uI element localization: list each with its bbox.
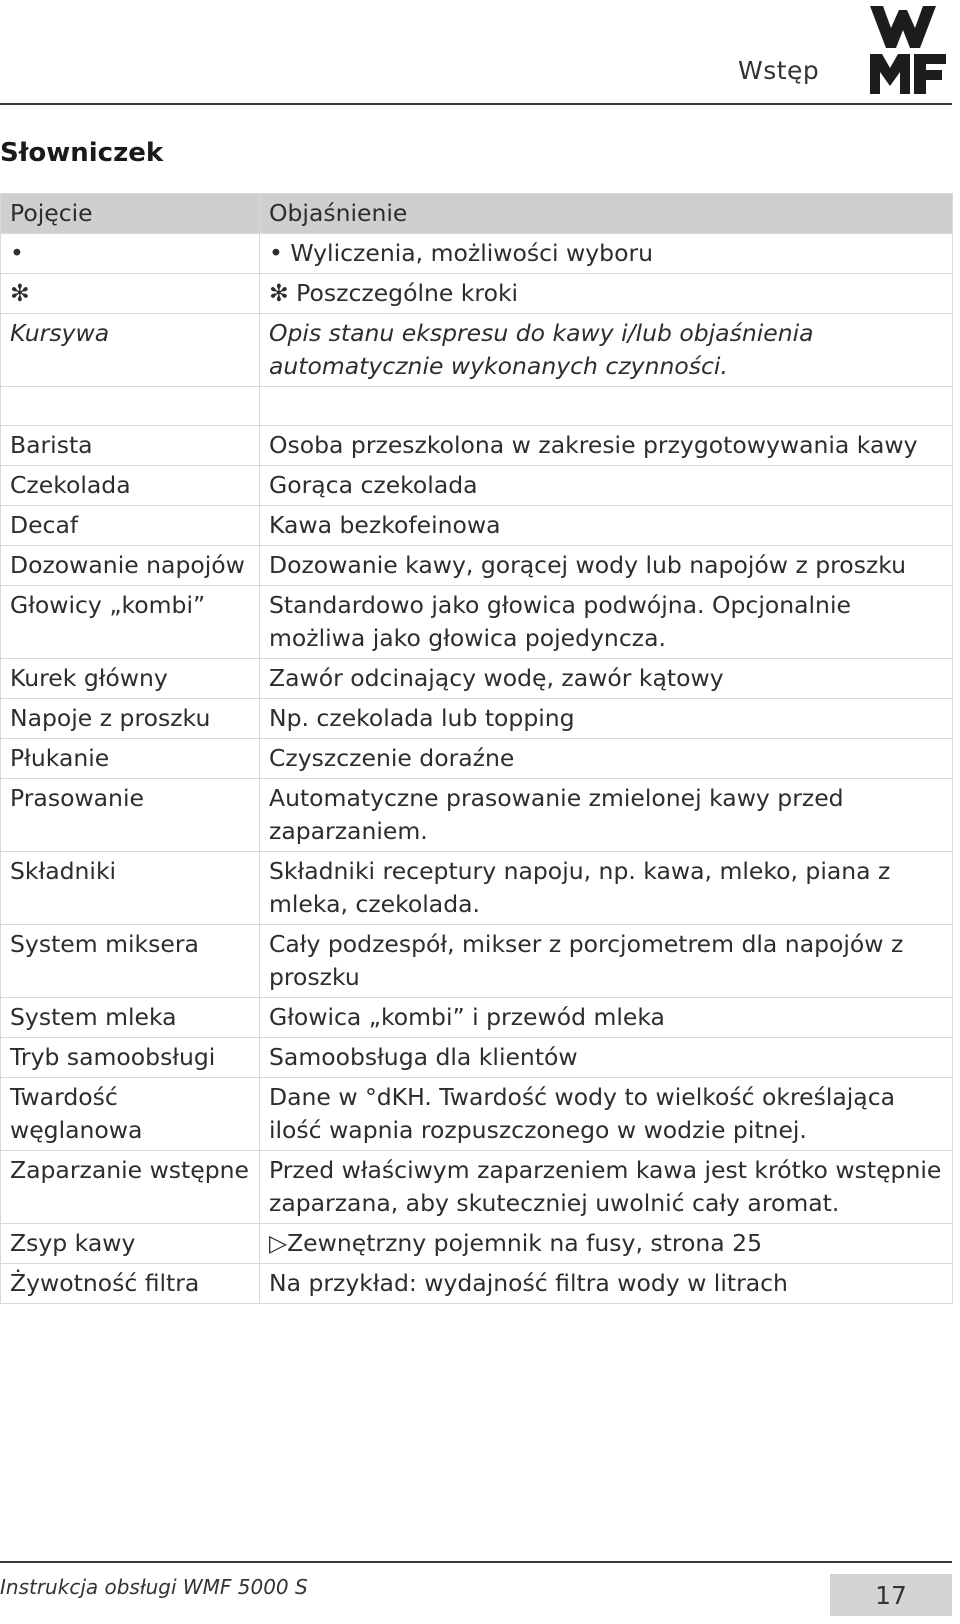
term-cell: Napoje z proszku <box>1 699 260 739</box>
explanation-cell: • Wyliczenia, możliwości wyboru <box>260 234 953 274</box>
term-cell: System miksera <box>1 925 260 998</box>
explanation-cell: Zawór odcinający wodę, zawór kątowy <box>260 659 953 699</box>
column-header-explanation: Objaśnienie <box>260 194 953 234</box>
explanation-cell: ▷Zewnętrzny pojemnik na fusy, strona 25 <box>260 1224 953 1264</box>
explanation-cell: Kawa bezkofeinowa <box>260 506 953 546</box>
term-cell: ✻ <box>1 274 260 314</box>
term-cell: Kursywa <box>1 314 260 387</box>
table-row <box>1 852 953 925</box>
section-header: Wstęp <box>738 56 820 85</box>
table-row <box>1 1078 953 1151</box>
footer-divider <box>0 1561 952 1563</box>
table-row <box>1 234 953 274</box>
term-cell: • <box>1 234 260 274</box>
explanation-cell: Opis stanu ekspresu do kawy i/lub objaśnienia automatycznie wykonanych czynności. <box>260 314 953 387</box>
term-cell: Twardość węglanowa <box>1 1078 260 1151</box>
column-header-term: Pojęcie <box>1 194 260 234</box>
term-cell: Składniki <box>1 852 260 925</box>
table-header-row <box>1 194 953 234</box>
table-row <box>1 779 953 852</box>
table-row <box>1 506 953 546</box>
explanation-cell: Samoobsługa dla klientów <box>260 1038 953 1078</box>
term-cell: System mleka <box>1 998 260 1038</box>
term-cell: Zsyp kawy <box>1 1224 260 1264</box>
explanation-cell: Dozowanie kawy, gorącej wody lub napojów z proszku <box>260 546 953 586</box>
explanation-cell: Gorąca czekolada <box>260 466 953 506</box>
term-cell: Decaf <box>1 506 260 546</box>
table-row <box>1 659 953 699</box>
legend-rows <box>1 234 953 387</box>
explanation-cell: ✻ Poszczególne kroki <box>260 274 953 314</box>
explanation-cell: Np. czekolada lub topping <box>260 699 953 739</box>
glossary-table <box>0 193 953 1304</box>
term-cell: Zaparzanie wstępne <box>1 1151 260 1224</box>
explanation-cell: Składniki receptury napoju, np. kawa, mleko, piana z mleka, czekolada. <box>260 852 953 925</box>
explanation-cell: Czyszczenie doraźne <box>260 739 953 779</box>
table-row <box>1 274 953 314</box>
explanation-cell: Cały podzespół, mikser z porcjometrem dla napojów z proszku <box>260 925 953 998</box>
term-cell: Płukanie <box>1 739 260 779</box>
explanation-cell: Dane w °dKH. Twardość wody to wielkość określająca ilość wapnia rozpuszczonego w wodzie pitnej. <box>260 1078 953 1151</box>
table-row <box>1 314 953 387</box>
table-row <box>1 739 953 779</box>
table-row <box>1 1151 953 1224</box>
term-cell: Kurek główny <box>1 659 260 699</box>
table-row <box>1 1264 953 1304</box>
manual-title: Instrukcja obsługi WMF 5000 S <box>0 1575 308 1599</box>
term-cell: Głowicy „kombi” <box>1 586 260 659</box>
table-row <box>1 426 953 466</box>
table-row <box>1 925 953 998</box>
term-cell: Dozowanie napojów <box>1 546 260 586</box>
wmf-logo-icon <box>870 4 948 96</box>
table-row <box>1 699 953 739</box>
table-row <box>1 998 953 1038</box>
page-title: Słowniczek <box>0 138 164 168</box>
term-cell: Czekolada <box>1 466 260 506</box>
page-number: 17 <box>830 1574 952 1616</box>
explanation-cell: Głowica „kombi” i przewód mleka <box>260 998 953 1038</box>
table-row <box>1 466 953 506</box>
table-row <box>1 586 953 659</box>
explanation-cell: Automatyczne prasowanie zmielonej kawy przed zaparzaniem. <box>260 779 953 852</box>
table-spacer-row <box>1 387 953 426</box>
glossary-rows <box>1 426 953 1304</box>
table-row <box>1 1038 953 1078</box>
table-row <box>1 1224 953 1264</box>
term-cell: Tryb samoobsługi <box>1 1038 260 1078</box>
term-cell: Prasowanie <box>1 779 260 852</box>
term-cell: Żywotność filtra <box>1 1264 260 1304</box>
table-row <box>1 546 953 586</box>
term-cell: Barista <box>1 426 260 466</box>
explanation-cell: Osoba przeszkolona w zakresie przygotowywania kawy <box>260 426 953 466</box>
header-divider <box>0 103 952 105</box>
explanation-cell: Na przykład: wydajność filtra wody w litrach <box>260 1264 953 1304</box>
explanation-cell: Standardowo jako głowica podwójna. Opcjonalnie możliwa jako głowica pojedyncza. <box>260 586 953 659</box>
explanation-cell: Przed właściwym zaparzeniem kawa jest krótko wstępnie zaparzana, aby skuteczniej uwolnić cały aromat. <box>260 1151 953 1224</box>
